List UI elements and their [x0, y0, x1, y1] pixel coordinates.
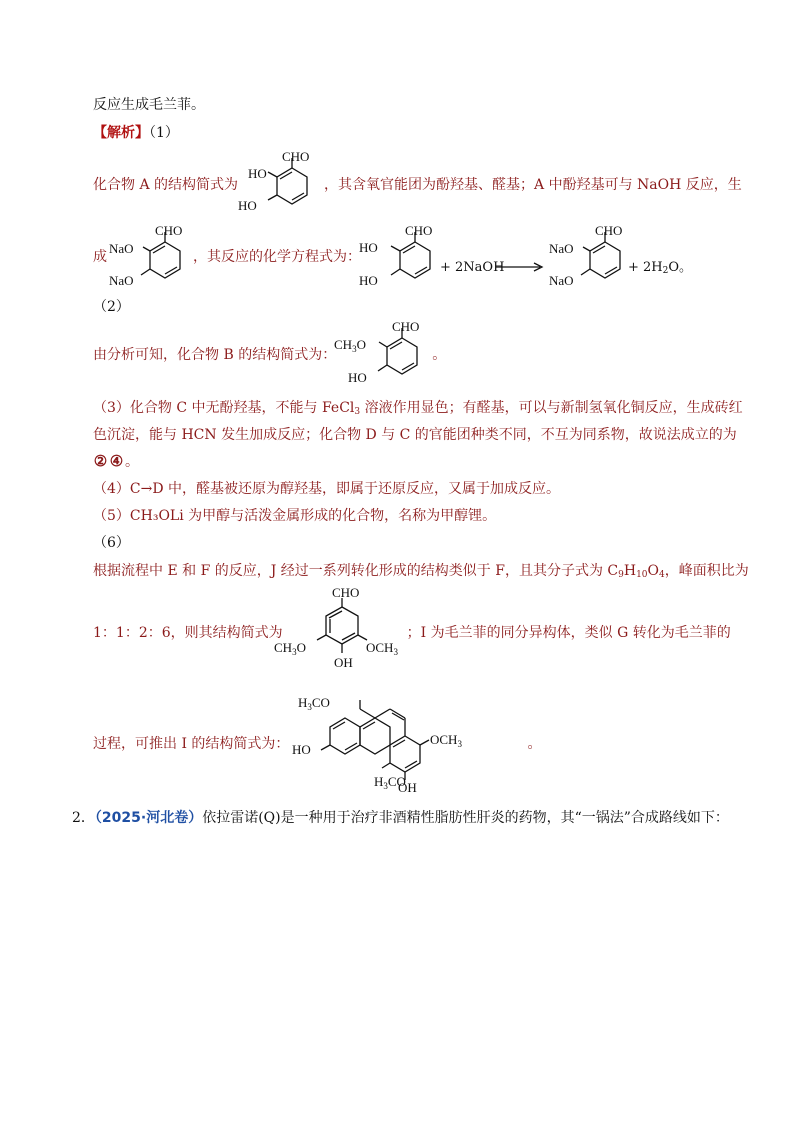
question-number: 2．	[72, 810, 95, 826]
label-cho: CHO	[405, 223, 433, 238]
compound-i-prefix: 过程，可推出 I 的结构简式为：	[93, 736, 290, 752]
equation-intro: ，其反应的化学方程式为：	[193, 249, 361, 265]
compound-j-prefix: 1：1：2：6，则其结构简式为	[93, 625, 283, 641]
question-text: 依拉雷诺(Q)是一种用于治疗非酒精性脂肪性肝炎的药物，其“一锅法”合成路线如下：	[202, 810, 729, 826]
reaction-arrow	[496, 262, 544, 272]
label-ho: HO	[238, 198, 257, 213]
water-sub: 2	[662, 266, 669, 276]
text-line-part-3a	[93, 398, 743, 422]
label-ho: HO	[359, 240, 378, 255]
structure-product-salt	[545, 222, 635, 290]
water-o: O	[668, 260, 680, 275]
label-nao: NaO	[549, 241, 574, 256]
compound-a-prefix: 化合物 A 的结构简式为	[93, 177, 239, 193]
structure-reactant-a	[355, 222, 445, 290]
compound-j-description: ；I 为毛兰菲的同分异构体，类似 G 转化为毛兰菲的	[406, 625, 731, 641]
text-line-compound-a	[93, 175, 742, 195]
analysis-heading	[93, 123, 179, 143]
label-oh: OH	[398, 780, 417, 795]
answer-end: 。	[125, 454, 139, 470]
part-3-text-a: （3）化合物 C 中无酚羟基，不能与 FeCl	[93, 400, 355, 416]
text-line-part-5: （5）CH₃OLi 为甲醇与活泼金属形成的化合物，名称为甲醇锂。	[93, 508, 497, 524]
label-ho: HO	[348, 370, 367, 385]
structure-compound-b	[332, 318, 432, 388]
question-source: （2025·河北卷）	[94, 810, 203, 826]
label-ho: HO	[292, 742, 311, 757]
answer-circled-2: ②	[93, 452, 108, 470]
structure-compound-j	[272, 585, 412, 677]
compound-b-end: 。	[432, 347, 447, 363]
formula-text-o: O	[647, 563, 660, 579]
label-ch3o: $CH_3O$	[334, 337, 366, 354]
label-ho: HO	[359, 273, 378, 288]
label-cho: CHO	[595, 223, 623, 238]
formula-text-h: H	[623, 563, 637, 579]
structure-compound-i	[290, 690, 530, 796]
label-ch3o: $CH_3O$	[274, 640, 306, 657]
text-line-part-3b: 色沉淀，能与 HCN 发生加成反应；化合物 D 与 C 的官能团种类不同，不互为同系物，故说法成立的为	[93, 427, 737, 443]
part-6-number: （6）	[93, 535, 130, 551]
label-cho: CHO	[282, 149, 310, 164]
text-line-part-6a	[93, 561, 749, 585]
compound-b-prefix: 由分析可知，化合物 B 的结构简式为：	[93, 347, 337, 363]
label-h3co: $H_3CO$	[374, 774, 406, 791]
equation-end: 。	[679, 260, 693, 275]
analysis-tag: 【解析】	[93, 125, 149, 141]
text-line-part-3c	[93, 452, 139, 472]
label-cho: CHO	[155, 223, 183, 238]
formula-sub-o: 4	[659, 570, 665, 580]
label-oh: OH	[334, 655, 353, 670]
label-h3co: $H_3CO$	[298, 695, 330, 712]
part-2-number: （2）	[93, 299, 130, 315]
plus-naoh: + 2NaOH	[440, 260, 505, 275]
answer-circled-4: ④	[109, 452, 124, 470]
text-line-intro: 反应生成毛兰菲。	[93, 97, 205, 113]
label-nao: NaO	[109, 241, 134, 256]
label-nao: NaO	[109, 273, 134, 288]
question-2	[72, 808, 729, 828]
text-line-part-4: （4）C→D 中，醛基被还原为醇羟基，即属于还原反应，又属于加成反应。	[93, 481, 561, 497]
equation-prefix: 成	[93, 249, 107, 265]
label-ho: HO	[248, 166, 267, 181]
part-3-text-b: 溶液作用显色；有醛基，可以与新制氢氧化铜反应，生成砖红	[360, 400, 743, 416]
label-cho: CHO	[332, 585, 360, 600]
fecl3-sub: 3	[354, 407, 361, 417]
formula-text-a: 根据流程中 E 和 F 的反应，J 经过一系列转化形成的结构类似于 F，且其分子式为 C	[93, 563, 619, 579]
label-och3: $OCH_3$	[430, 732, 462, 749]
structure-compound-a	[232, 148, 322, 218]
compound-a-description: ，其含氧官能团为酚羟基、醛基；A 中酚羟基可与 NaOH 反应，生	[324, 177, 742, 193]
formula-sub-c: 9	[618, 570, 624, 580]
water-h: + 2H	[628, 260, 663, 275]
part-1-number: （1）	[149, 125, 179, 141]
plus-water	[628, 258, 692, 281]
formula-sub-h: 10	[636, 570, 648, 580]
compound-i-end: 。	[527, 736, 542, 752]
label-och3: $OCH_3$	[366, 640, 398, 657]
formula-text-d: ，峰面积比为	[664, 563, 749, 579]
label-nao: NaO	[549, 273, 574, 288]
label-cho: CHO	[392, 319, 420, 334]
structure-sodium-salt	[105, 222, 195, 290]
